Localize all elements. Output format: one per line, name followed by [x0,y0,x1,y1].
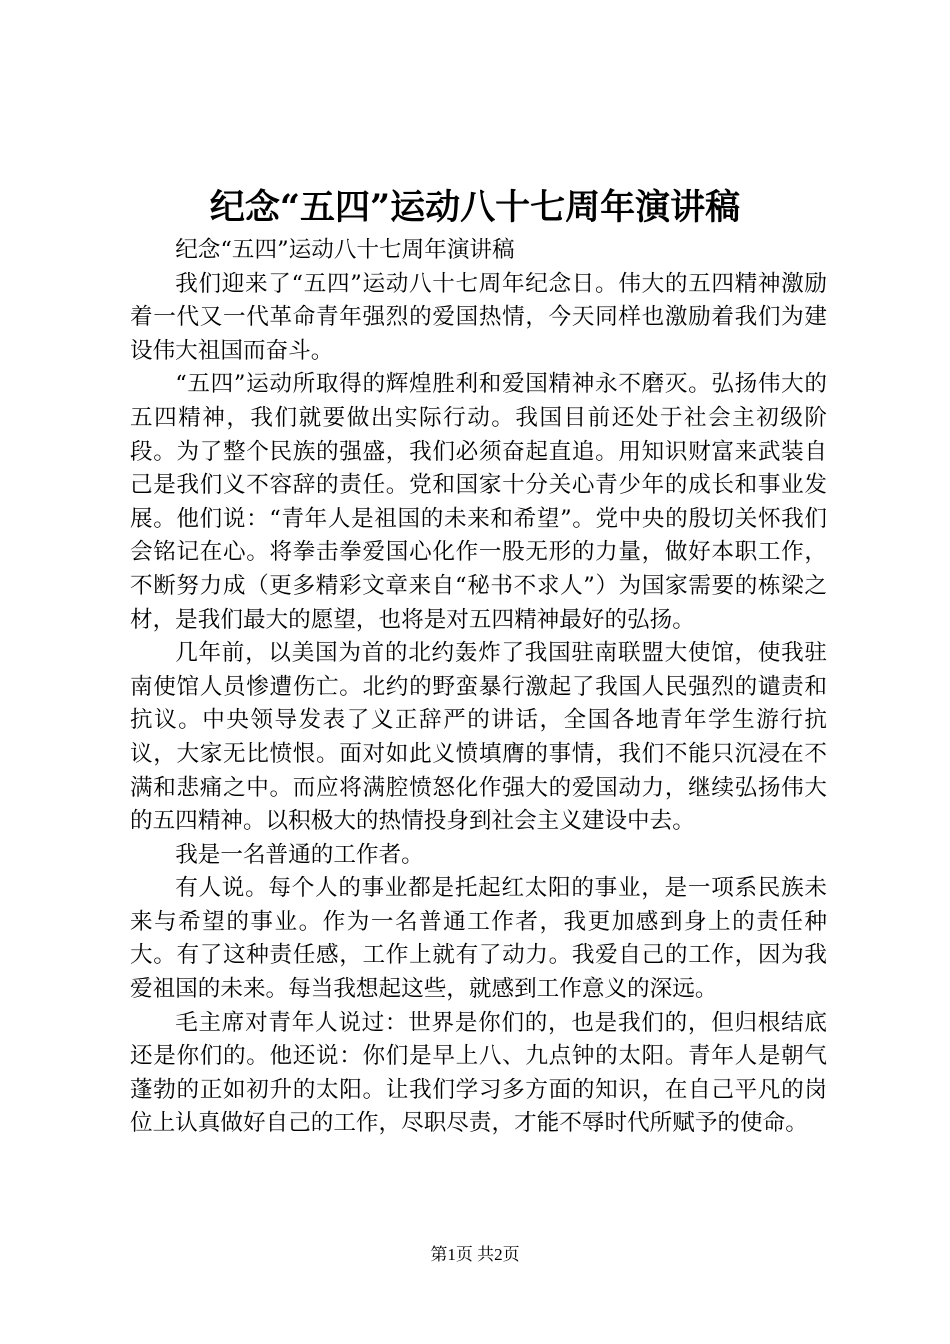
paragraph: 我是一名普通的工作者。 [175,841,424,868]
paragraph: 有人说。每个人的事业都是托起红太阳的事业，是一项系民族未来与希望的事业。作为一名普通工作者，我更加感到身上的责任种大。有了这种责任感，工作上就有了动力。我爱自己的工作，因为我爱祖国的未来。每当我想起这些，就感到工作意义的深远。 [130,875,827,1003]
paragraph: “五四”运动所取得的辉煌胜利和爱国精神永不磨灭。弘扬伟大的五四精神，我们就要做出实际行动。我国目前还处于社会主初级阶段。为了整个民族的强盛，我们必须奋起直追。用知识财富来武装自己是我们义不容辞的责任。党和国家十分关心青少年的成长和事业发展。他们说：“青年人是祖国的未来和希望”。党中央的殷切关怀我们会铭记在心。将拳击拳爱国心化作一股无形的力量，做好本职工作，不断努力成（更多精彩文章来自“秘书不求人”）为国家需要的栋梁之材，是我们最大的愿望，也将是对五四精神最好的弘扬。 [130,371,827,633]
document-title: 纪念“五四”运动八十七周年演讲稿 [209,187,741,228]
page-footer: 第1页 共2页 [430,1245,520,1264]
paragraph: 几年前，以美国为首的北约轰炸了我国驻南联盟大使馆，使我驻南使馆人员惨遭伤亡。北约的野蛮暴行激起了我国人民强烈的谴责和抗议。中央领导发表了义正辞严的讲话，全国各地青年学生游行抗议，大家无比愤恨。面对如此义愤填膺的事情，我们不能只沉浸在不满和悲痛之中。而应将满腔愤怒化作强大的爱国动力，继续弘扬伟大的五四精神。以积极大的热情投身到社会主义建设中去。 [130,640,827,835]
paragraph: 毛主席对青年人说过：世界是你们的，也是我们的，但归根结底还是你们的。他还说：你们是早上八、九点钟的太阳。青年人是朝气蓬勃的正如初升的太阳。让我们学习多方面的知识，在自己平凡的岗位上认真做好自己的工作，尽职尽责，才能不辱时代所赋予的使命。 [130,1009,827,1137]
paragraph: 我们迎来了“五四”运动八十七周年纪念日。伟大的五四精神激励着一代又一代革命青年强烈的爱国热情，今天同样也激励着我们为建设伟大祖国而奋斗。 [130,270,827,364]
paragraph-subtitle: 纪念“五四”运动八十七周年演讲稿 [175,237,515,263]
document-body [130,234,827,1141]
